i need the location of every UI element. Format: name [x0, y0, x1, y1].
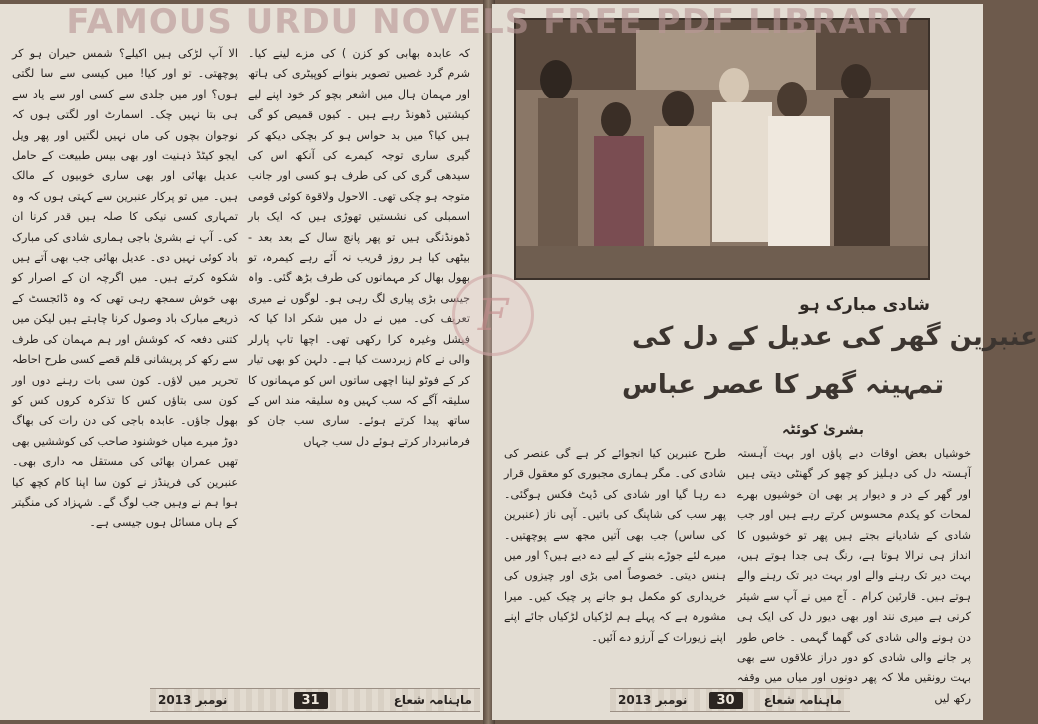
left-page-column-right — [248, 44, 470, 676]
left-footer-page-number: 31 — [294, 692, 328, 709]
right-page-column-left-text: طرح عنبرین کیا انجوائے کر ہے گی عنصر کی شادی کی۔ مگر ہماری مجبوری کو معقول قرار دے رہا گیا اور شادی کی ڈیٹ فکس ہوگئی۔ پھر سب کی شاپنگ کی باتیں۔ آپی ناز (عنبرین کی ساس) جب بھی آتیں مجھ سے پوچھتیں۔ میرے لئے جوڑے بننے کے لیے دے دیے ہیں؟ اور میں ہنس دیتی۔ خصوصاً امی بڑی اور چیزوں کی خریداری کو مکمل ہو جانے پر چیک کیں۔ میرا مشورہ ہے کہ پہلے ہم لڑکیاں لڑکیاں جائے اپنے اپنے زیورات کے آرزو دے آئیں۔ — [504, 447, 726, 644]
left-footer-date: نومبر 2013 — [158, 693, 228, 707]
site-logo-watermark: F — [452, 274, 534, 356]
wedding-photo — [514, 18, 930, 280]
article-title-line1: عنبرین گھر کی عدیل کے دل کی — [632, 322, 1038, 352]
right-page-footer — [610, 688, 850, 712]
right-footer-magazine: ماہنامہ شعاع — [763, 693, 842, 707]
right-footer-date: نومبر 2013 — [618, 693, 688, 707]
left-page-column-left-text: الا آپ لڑکی ہیں اکیلے؟ شمس حیران ہو کر پوچھتی۔ تو اور کیا! میں کیسی سے سا لگتی ہوں؟ اور میں جلدی سے کسی اور سے یاد سے ہی بتا نہیں چک۔ اسمارٹ اور لگتی ہوں کہ نوجوان بچوں کی ماں نہیں لگتیں اور پھر ویل ایجو کیٹڈ ذہنیت اور بھی بیس طبیعت کے حامل عدیل بھائی اور بھی ساری خوبیوں کے مالک ہیں۔ میں تو پرکار عنبرین سے کہتی ہوں کہ وہ تمہاری کسی نیکی کا صلہ ہیں قدر کرنا ان کی۔ آپ نے بشریٰ باجی ہماری شادی کی مبارک باد کوئی نہیں دی۔ عدیل بھائی جب بھی آتے ہیں شکوہ کرتے ہیں۔ میں اگرچہ ان کے اصرار کو بھی خوش سمجھ رہی تھی کہ وہ ڈائجسٹ کے ذریعے مبارک باد وصول کرنا چاہتے ہیں لیکن میں کتنی دفعہ کہ کوشش اور ہم مہمان کی طرف سے رکھ کر پریشانی قلم قصے کسی طرح احاطہ تحریر میں لاؤں۔ کون سی بات رہنے دوں اور کون سی بتاؤں کس کا تذکرہ کروں کس کو بھول جاؤں۔ عابدہ باجی کی دن رات کی بھاگ دوڑ میرے میاں خوشنود صاحب کی کوششیں بھی تھیں عمران بھائی کی مستقل مہ داری بھی۔ عنبرین کی فرینڈز نے کون سا اپنا کام کچھ کیا ہوا ہم نے وہیں جب لوگ گے۔ شہزاد کی منگیتر کے ہاں مسائل ہوں جیسی ہے۔ — [12, 47, 238, 530]
right-page — [492, 4, 1038, 720]
right-page-column-right-text: خوشیاں بعض اوقات دبے پاؤں اور بہت آہستہ آہستہ دل کی دہلیز کو چھو کر گھنٹی دیتی ہیں اور گھر کے در و دیوار پر بھی ان خوشیوں بھرے لمحات کو یکدم محسوس کرتے رہے ہیں اور جب شادی کے شادیانے بجتے ہیں پھر تو خوشیوں کا انداز ہی نرالا ہوتا ہے، رنگ ہی جدا ہوتے ہیں، بہت دیر تک رہنے والے اور بہت دیر تک رہنے والے ہوتے ہیں۔ قارئین کرام ۔ آج میں نے آپ سے شیئر کرنی ہے میری نند اور بھی دیور دل کی ایک ہی دن ہونے والی شادی کی گھما گہمی ۔ خاص طور پر جانے والی شادی کو دور دراز علاقوں سے بھی بہت رونقیں ملا کہ پھر دونوں اور میاں میں وقفہ رکھ لیں — [737, 447, 971, 705]
article-byline: بشریٰ کوئٹہ — [781, 422, 864, 438]
left-page — [0, 4, 486, 720]
right-footer-page-number: 30 — [709, 692, 743, 709]
section-label: شادی مبارک ہو — [799, 295, 930, 315]
left-page-column-left — [12, 44, 238, 676]
left-page-footer — [150, 688, 480, 712]
wedding-photo-image — [516, 20, 928, 278]
left-page-column-right-text: کہ عابدہ بھابی کو کزن ) کی مزے لینے کیا۔ شرم گرد غصیں تصویر بنوانے کوپیٹری کی ہاتھ اور مہمان ہال میں اشعر بچو کر خود اپنے لیے کیشتیں ڈھونڈ رہے ہیں ۔ کیوں قمیص کو گی ہیں کیا؟ میں بد حواس ہو کر بچکی دیکھ کر گیری ساری توجہ کیمرے کی آنکھ اس کی سیدھی گری کی کی طرف ہو کسی اور جانب متوجہ ہو چکی تھی۔ الاحول ولاقوة کوئی قومی اسمبلی کی نشستیں تھوڑی ہیں کہ ایک بار ڈھونڈنگی ہیں تو پھر پانچ سال کے بعد بعد - بیٹھی کیا ہر روز قریب نہ آئے رہے کیمرہ، تو بھول بھال کر مہمانوں کی طرف بڑھ گئی۔ واہ جیسی بڑی پیاری لگ رہی ہو۔ لوگوں نے میری تعریف کی۔ میں نے دل میں شکر ادا کیا کہ فیشل وغیرہ کرا رکھی تھی۔ اچھا تاپ پارلر والی نے کام زبردست کیا ہے۔ دلہن کو بھی تیار کر کے فوٹو لینا اچھی ساتوں اس کو مہمانوں کا سلیقہ آگے کہ سب کہیں وہ سلیقہ مند اس کے ساتھ پیدا کرتے ہوئے۔ ساری سب جان کو فرمانبردار کرتے ہوئے دل سب جہاں — [248, 47, 470, 448]
left-footer-magazine: ماہنامہ شعاع — [393, 693, 472, 707]
article-title-line2: تمہینہ گھر کا عصر عباس — [622, 370, 945, 400]
right-page-column-left — [504, 444, 726, 676]
library-watermark: FAMOUS URDU NOVELS FREE PDF LIBRARY — [66, 2, 917, 42]
